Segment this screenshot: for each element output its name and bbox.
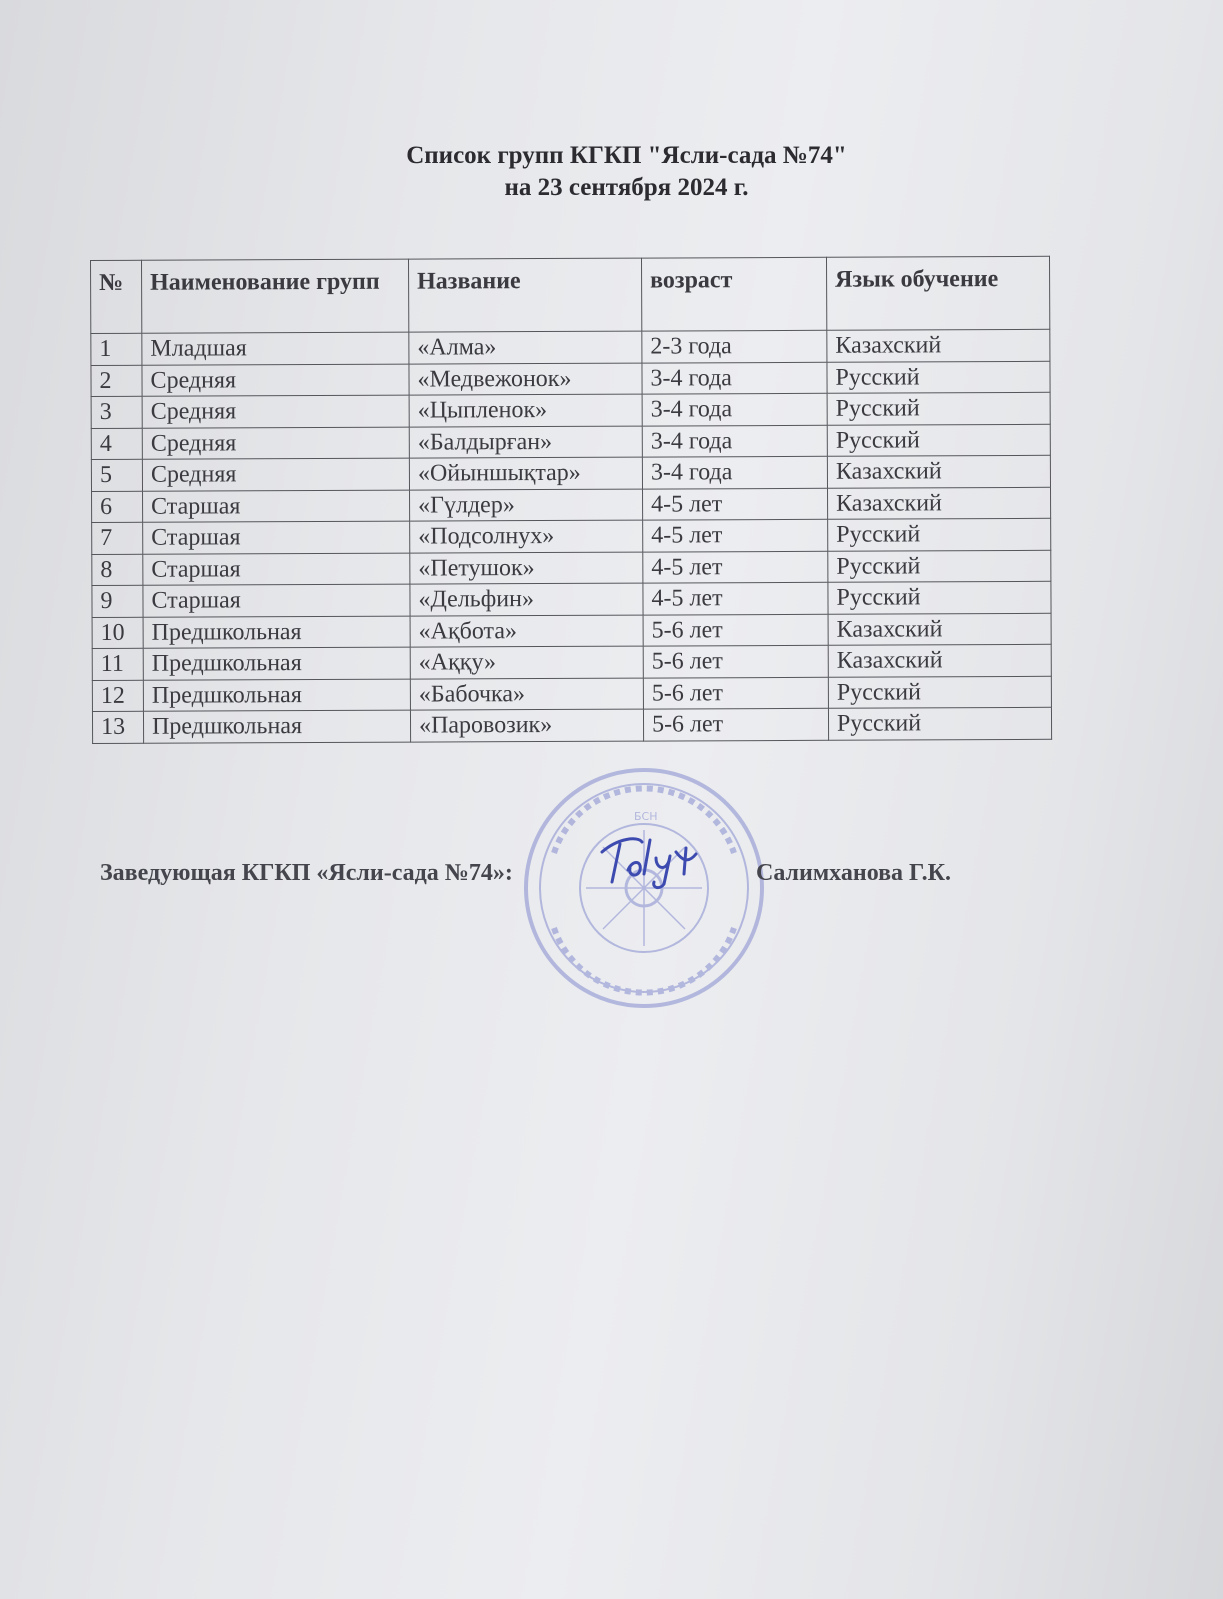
header-group-type: Наименование групп (142, 259, 409, 333)
cell-number: 5 (91, 459, 142, 491)
cell-age: 5-6 лет (643, 708, 828, 740)
cell-group-name: «Аққу» (410, 646, 643, 679)
cell-age: 5-6 лет (643, 677, 828, 709)
header-age: возраст (641, 257, 826, 331)
table-row (92, 707, 1051, 743)
cell-group-name: «Балдырған» (409, 426, 642, 459)
cell-number: 7 (92, 522, 143, 554)
cell-language: Казахский (827, 329, 1050, 361)
cell-group-name: «Цыпленок» (409, 394, 642, 427)
cell-group-type: Старшая (143, 521, 410, 554)
signatory-position: Заведующая КГКП «Ясли-сада №74»: (100, 860, 513, 886)
cell-language: Русский (827, 361, 1050, 393)
cell-group-name: «Петушок» (410, 552, 643, 585)
cell-language: Русский (828, 676, 1051, 708)
cell-group-name: «Дельфин» (410, 583, 643, 616)
cell-language: Казахский (828, 613, 1051, 645)
header-language: Язык обучение (826, 256, 1049, 330)
table-row (91, 361, 1050, 397)
table-row (91, 329, 1050, 365)
cell-group-type: Старшая (143, 584, 410, 617)
table-row (91, 392, 1050, 428)
cell-language: Русский (828, 707, 1051, 739)
table-row (91, 424, 1050, 460)
cell-language: Казахский (828, 644, 1051, 676)
cell-number: 10 (92, 617, 143, 649)
cell-age: 4-5 лет (643, 551, 828, 583)
cell-group-name: «Бабочка» (410, 678, 643, 711)
cell-number: 2 (91, 365, 142, 397)
cell-language: Русский (827, 392, 1050, 424)
cell-group-type: Средняя (142, 427, 409, 460)
cell-number: 3 (91, 396, 142, 428)
cell-number: 11 (92, 648, 143, 680)
table-row (92, 518, 1051, 554)
cell-age: 4-5 лет (643, 582, 828, 614)
cell-number: 1 (91, 333, 142, 365)
title-line-1: Список групп КГКП "Ясли-сада №74" (406, 142, 847, 169)
header-group-name: Название (408, 258, 641, 332)
cell-age: 3-4 года (642, 393, 827, 425)
table-row (92, 644, 1051, 680)
table-header-row (91, 256, 1050, 333)
signatory-name: Салимханова Г.К. (756, 860, 952, 886)
table-row (92, 676, 1051, 712)
svg-text:БСН: БСН (634, 810, 658, 823)
table-row (91, 455, 1050, 491)
cell-language: Русский (827, 424, 1050, 456)
cell-number: 12 (92, 680, 143, 712)
cell-group-type: Предшкольная (143, 647, 410, 680)
cell-language: Русский (828, 581, 1051, 613)
cell-group-name: «Гүлдер» (410, 489, 643, 522)
table-row (92, 613, 1051, 649)
cell-group-type: Предшкольная (143, 679, 410, 712)
cell-language: Казахский (828, 487, 1051, 519)
groups-table (90, 256, 1052, 744)
cell-group-type: Средняя (142, 458, 409, 491)
cell-age: 4-5 лет (643, 488, 828, 520)
cell-group-name: «Медвежонок» (409, 363, 642, 396)
cell-number: 9 (92, 585, 143, 617)
cell-age: 3-4 года (642, 456, 827, 488)
cell-group-name: «Ақбота» (410, 615, 643, 648)
cell-language: Русский (828, 518, 1051, 550)
title-line-2: на 23 сентября 2024 г. (504, 174, 749, 201)
cell-age: 3-4 года (642, 362, 827, 394)
table-row (92, 581, 1051, 617)
cell-age: 2-3 года (642, 330, 827, 362)
cell-language: Русский (828, 550, 1051, 582)
cell-number: 6 (92, 491, 143, 523)
signature-block (100, 860, 1000, 900)
cell-language: Казахский (827, 455, 1050, 487)
cell-group-name: «Паровозик» (410, 709, 643, 742)
cell-number: 8 (92, 554, 143, 586)
cell-group-name: «Алма» (409, 331, 642, 364)
table-body (91, 329, 1052, 743)
table-row (92, 487, 1051, 523)
cell-group-type: Предшкольная (143, 710, 410, 743)
cell-group-type: Средняя (142, 364, 409, 397)
cell-group-name: «Ойыншықтар» (409, 457, 642, 490)
cell-number: 13 (92, 711, 143, 743)
cell-group-name: «Подсолнух» (410, 520, 643, 553)
cell-group-type: Средняя (142, 395, 409, 428)
cell-group-type: Старшая (143, 553, 410, 586)
table-row (92, 550, 1051, 586)
cell-age: 5-6 лет (643, 614, 828, 646)
cell-group-type: Старшая (143, 490, 410, 523)
cell-group-type: Предшкольная (143, 616, 410, 649)
cell-age: 3-4 года (642, 425, 827, 457)
header-number: № (91, 260, 142, 333)
cell-number: 4 (91, 428, 142, 460)
document-title (0, 140, 1223, 204)
cell-age: 4-5 лет (643, 519, 828, 551)
cell-age: 5-6 лет (643, 645, 828, 677)
cell-group-type: Младшая (142, 332, 409, 365)
